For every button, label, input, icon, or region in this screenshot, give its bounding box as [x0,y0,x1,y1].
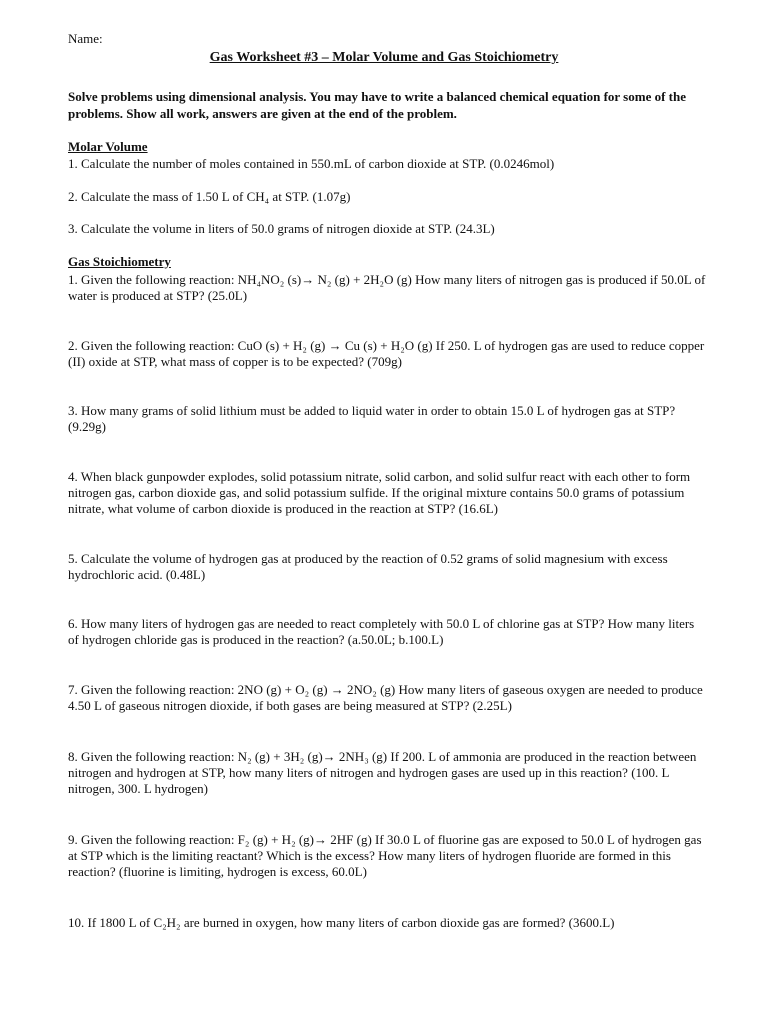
gas-stoich-problem-3: 3. How many grams of solid lithium must be added to liquid water in order to obtain 15.0 L of hydrogen gas at STP? (9.29g) [68,403,676,434]
gas-stoich-problem-7: 7. Given the following reaction: 2NO (g) + O₂ (g) → 2NO₂ (g) How many liters of gaseous oxygen are needed to produce 4.50 L of gaseous nitrogen dioxide, if both gases are being measured at STP? (2.25L) [68,682,703,713]
instructions: Solve problems using dimensional analysis. You may have to write a balanced chemical equation for some of the problems. Show all work, answers are given at the end of the problem. [68,89,687,121]
gas-stoich-problem-1: 1. Given the following reaction: NH₄NO₂ (s)→ N₂ (g) + 2H₂O (g) How many liters of nitrogen gas is produced if 50.0L of water is produced at STP? (25.0L) [68,272,706,303]
gas-stoich-problem-5: 5. Calculate the volume of hydrogen gas at produced by the reaction of 0.52 grams of solid magnesium with excess hydrochloric acid. (0.48L) [68,551,668,582]
section-heading-molar-volume: Molar Volume [68,139,148,154]
page-title: Gas Worksheet #3 – Molar Volume and Gas Stoichiometry [209,50,559,65]
section-heading-gas-stoichiometry: Gas Stoichiometry [68,254,171,269]
gas-stoich-problem-10: 10. If 1800 L of C₂H₂ are burned in oxygen, how many liters of carbon dioxide gas are formed? (3600.L) [68,915,615,930]
gas-stoich-problem-9: 9. Given the following reaction: F₂ (g) + H₂ (g)→ 2HF (g) If 30.0 L of fluorine gas are exposed to 50.0 L of hydrogen gas at STP which is the limiting reactant? Which is the excess? How many liters of hydrogen fluoride are formed in this reaction? (fluorine is limiting, hydrogen is excess, 60.0L) [68,832,702,879]
gas-stoich-problem-2: 2. Given the following reaction: CuO (s) + H₂ (g) → Cu (s) + H₂O (g) If 250. L of hydrogen gas are used to reduce copper (II) oxide at STP, what mass of copper is to be expected? (709g) [68,338,705,369]
molar-volume-problem-3: 3. Calculate the volume in liters of 50.0 grams of nitrogen dioxide at STP. (24.3L) [68,221,495,236]
gas-stoich-problem-8: 8. Given the following reaction: N₂ (g) + 3H₂ (g)→ 2NH₃ (g) If 200. L of ammonia are produced in the reaction between nitrogen and hydrogen at STP, how many liters of nitrogen and hydrogen gases are used up in this reaction? (100. L nitrogen, 300. L hydrogen) [68,749,697,796]
name-label: Name: [68,31,103,46]
molar-volume-problem-1: 1. Calculate the number of moles contained in 550.mL of carbon dioxide at STP. (0.0246mol) [68,156,555,171]
gas-stoich-problem-4: 4. When black gunpowder explodes, solid potassium nitrate, solid carbon, and solid sulfur react with each other to form nitrogen gas, carbon dioxide gas, and solid potassium sulfide. If the original mixture contains 50.0 grams of potassium nitrate, what volume of carbon dioxide is produced in the reaction at STP? (16.6L) [68,469,691,516]
gas-stoich-problem-6: 6. How many liters of hydrogen gas are needed to react completely with 50.0 L of chlorine gas at STP? How many liters of hydrogen chloride gas is produced in the reaction? (a.50.0L; b.100.L) [68,616,695,647]
molar-volume-problem-2: 2. Calculate the mass of 1.50 L of CH₄ at STP. (1.07g) [68,189,351,204]
